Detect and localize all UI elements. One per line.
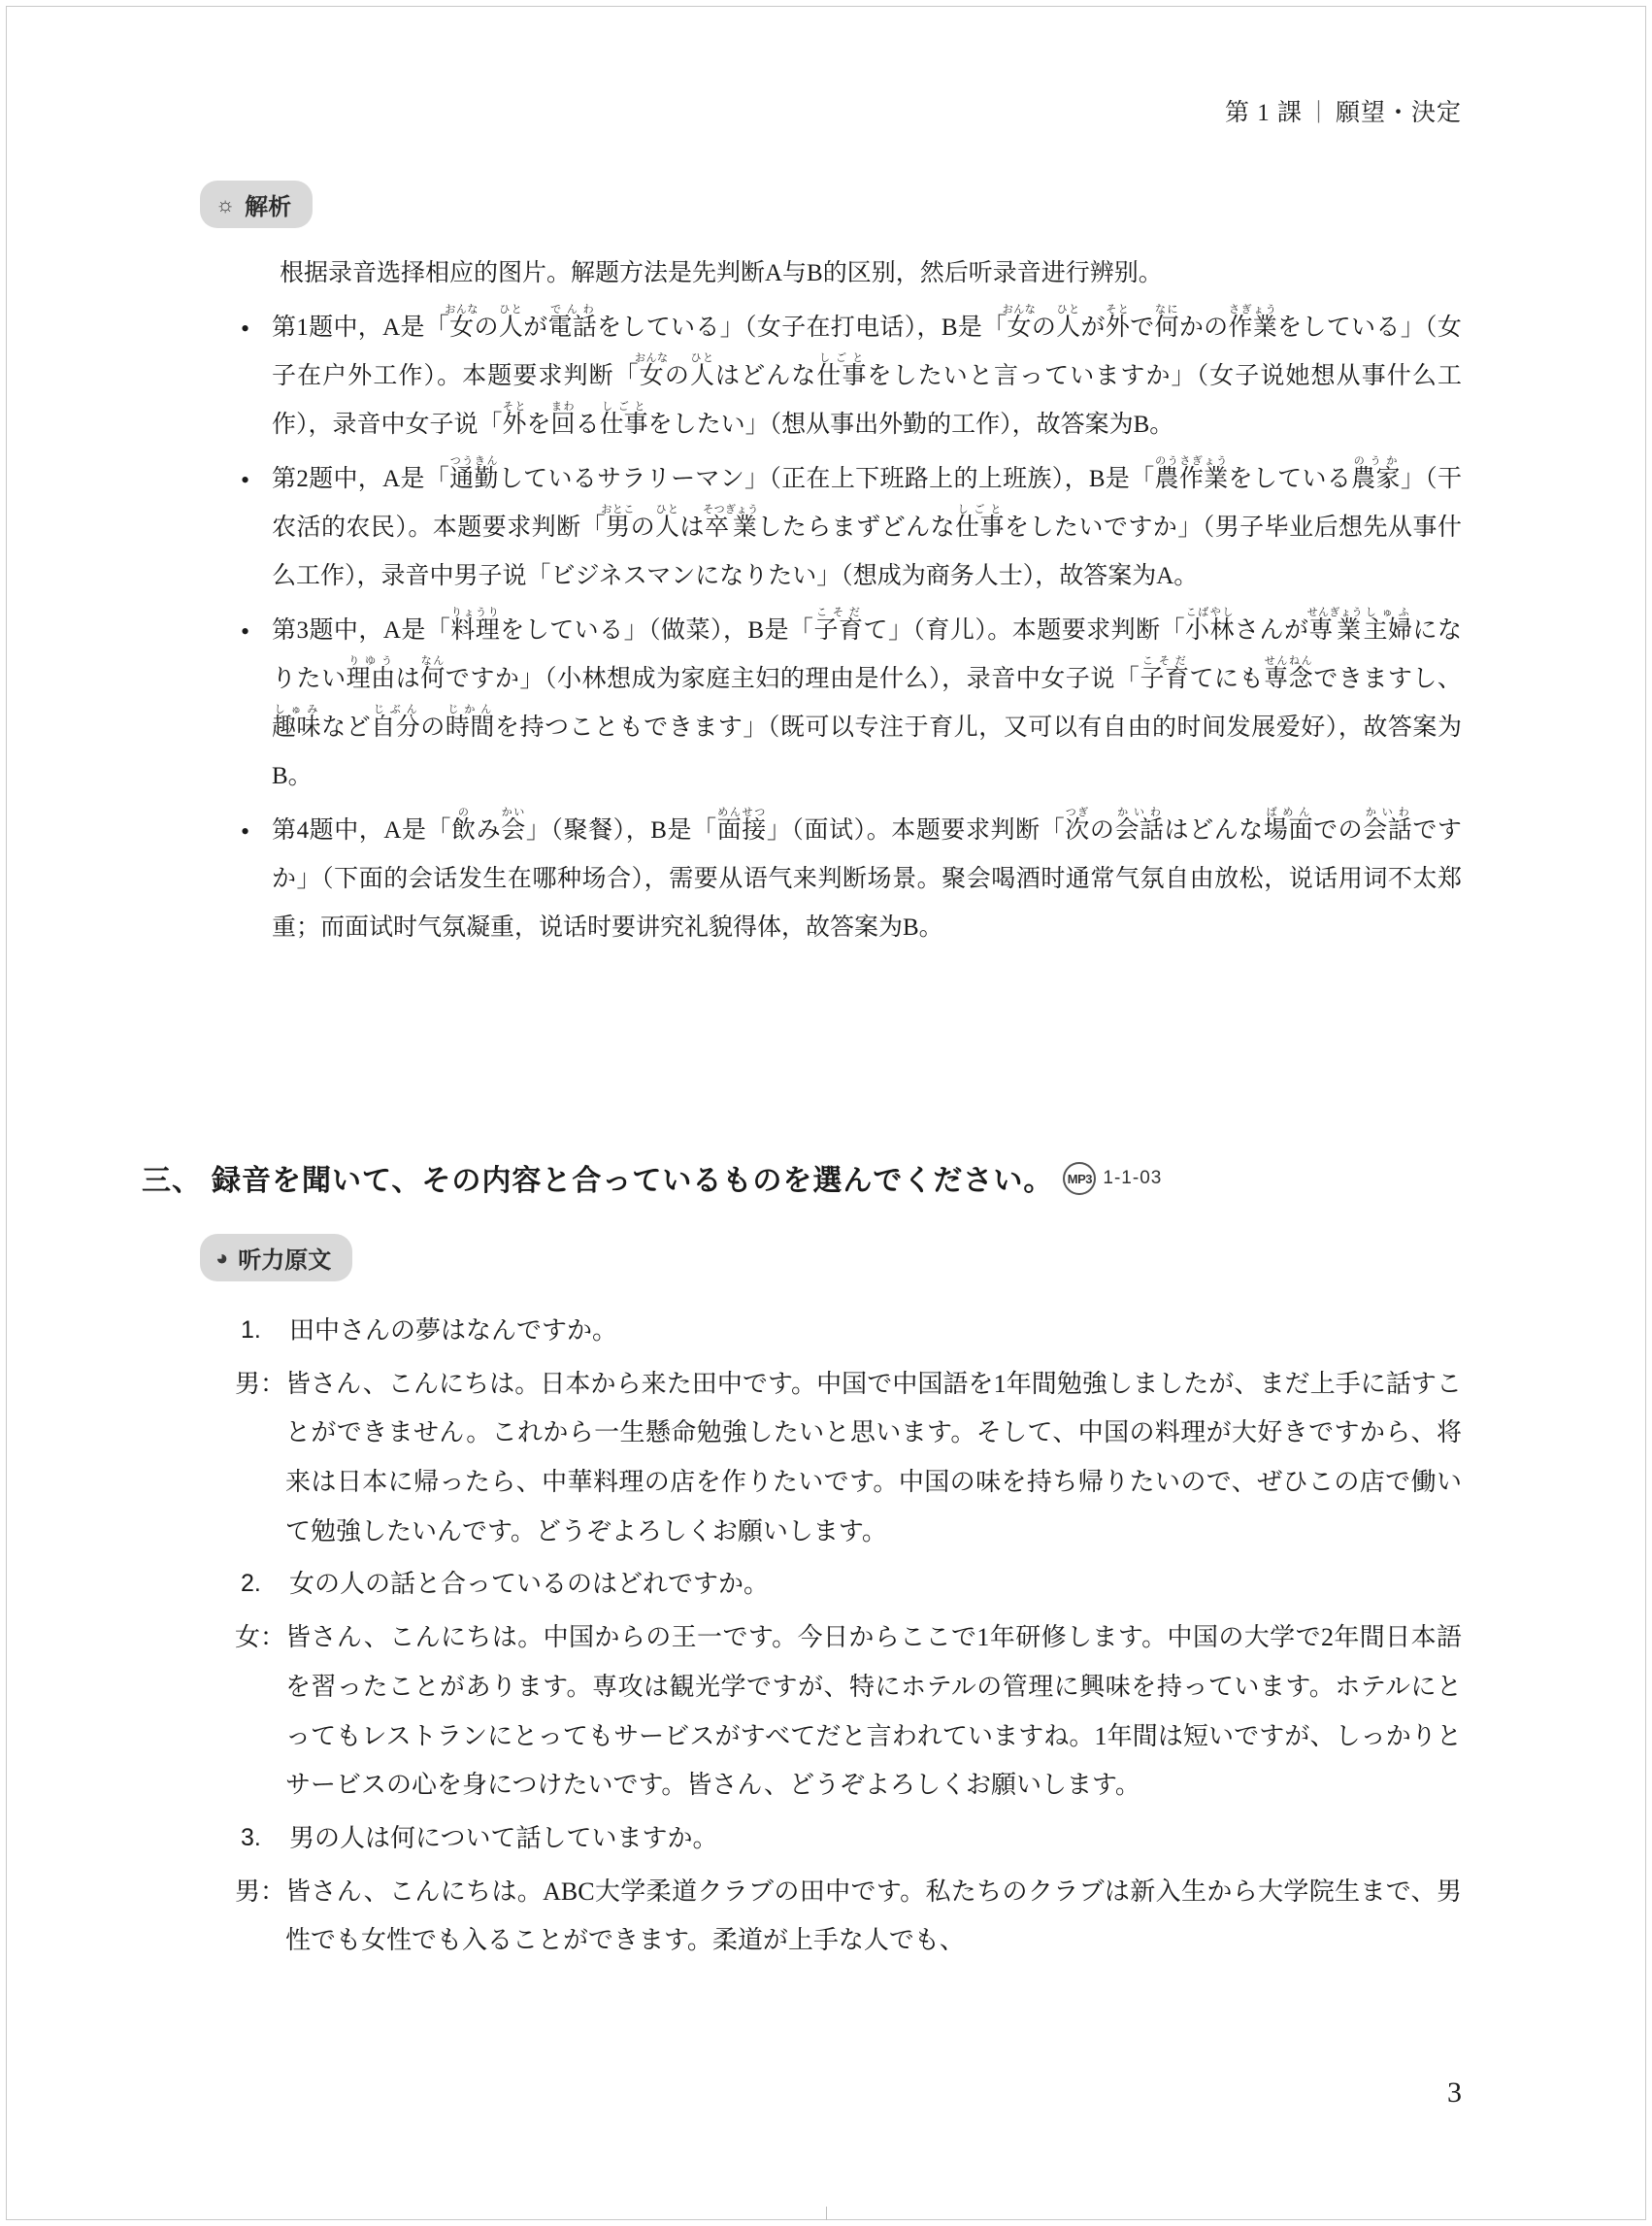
analysis-tag (200, 181, 313, 228)
lightbulb-icon: ☼ (215, 191, 236, 216)
header-separator: | (1315, 97, 1322, 123)
question-prompt: 田中さんの夢はなんですか。 (289, 1316, 618, 1345)
analysis-intro: 根据录音选择相应的图片。解题方法是先判断A与B的区别，然后听录音进行辨别。 (280, 260, 1163, 286)
mp3-icon: MP3 (1063, 1162, 1096, 1195)
spine-mark (826, 2207, 827, 2220)
question-list (200, 1560, 1462, 1610)
listening-script-section (200, 1234, 1462, 1966)
dialog-speech: 皆さん、こんにちは。日本から来た田中です。中国で中国語を1年間勉強しましたが、まだ上手に話すことができません。これから一生懸命勉強したいと思います。そして、中国の料理が大好きですから、将来は日本に帰ったら、中華料理の店を作りたいです。中国の味を持ち帰りたいので、ぜひこの店で働いて勉強したいんです。どうぞよろしくお願いします。 (285, 1369, 1462, 1545)
dialog-speech: 皆さん、こんにちは。中国からの王一です。今日からここで1年研修します。中国の大学で2年間日本語を習ったことがあります。専攻は観光学ですが、特にホテルの管理に興味を持っています。ホテルにとってもレストランにとってもサービスがすべてだと言われていますね。1年間は短いですが、しっかりとサービスの心を身につけたいです。皆さん、どうぞよろしくお願いします。 (285, 1623, 1462, 1800)
list-item (235, 1560, 1462, 1610)
dialog-speech: 皆さん、こんにちは。ABC大学柔道クラブの田中です。私たちのクラブは新入生から大学院生まで、男性でも女性でも入ることができます。柔道が上手な人でも、 (285, 1877, 1462, 1955)
mp3-track: 1-1-03 (1103, 1168, 1163, 1188)
list-item (233, 807, 1462, 952)
list-item (233, 455, 1462, 601)
dialog-line (235, 1868, 1462, 1966)
analysis-tag-label: 解析 (245, 194, 292, 220)
question-list (200, 1814, 1462, 1864)
analysis-item-text: 第2题中，A是「通勤つうきんしているサラリーマン」（正在上下班路上的上班族），B是「農作業のうさぎょうをしている農家のうか」（干农活的农民）。本题要求判断「男おとこの人ひとは卒業そつぎょうしたらまずどんな仕事しごとをしたいですか」（男子毕业后想先从事什么工作），录音中男子说「ビジネスマンになりたい」（想成为商务人士），故答案为A。 (272, 455, 1462, 590)
analysis-item-text: 第3题中，A是「料理りょうりをしている」（做菜），B是「子育こそだて」（育儿）。本题要求判断「小林こばやしさんが専業せんぎょう主婦しゅふになりたい理由りゆうは何なんですか」（小林想成为家庭主妇的理由是什么），录音中女子说「子育こそだてにも専念せんねんできますし、趣味しゅみなど自分じぶんの時間じかんを持つこともできます」（既可以专注于育儿，又可以有自由的时间发展爱好），故答案为B。 (272, 607, 1462, 790)
section-heading (142, 1156, 1471, 1199)
analysis-list (200, 304, 1462, 952)
section-number: 三、 (142, 1165, 202, 1197)
dialog-line (235, 1360, 1462, 1557)
list-item (235, 1814, 1462, 1864)
mp3-badge[interactable] (1063, 1162, 1162, 1195)
header-title: 願望・決定 (1335, 100, 1462, 126)
analysis-section (200, 181, 1462, 958)
headphones-icon: ◕ (215, 1245, 229, 1270)
script-tag (200, 1234, 352, 1281)
dialog-speaker: 女： (235, 1623, 286, 1652)
analysis-item-text: 第1题中，A是「女おんなの人ひとが電話でんわをしている」（女子在打电话），B是「女おんなの人ひとが外そとで何なにかの作業さぎょうをしている」（女子在户外工作）。本题要求判断「女おんなの人ひとはどんな仕事しごとをしたいと言っていますか」（女子说她想从事什么工作），录音中女子说「外そとを回まわる仕事しごとをしたい」（想从事出外勤的工作），故答案为B。 (272, 304, 1462, 439)
list-item (235, 1307, 1462, 1356)
list-item (233, 607, 1462, 801)
script-tag-label: 听力原文 (238, 1247, 332, 1274)
list-item (233, 304, 1462, 449)
dialog-line (235, 1613, 1462, 1811)
page-number: 3 (1447, 2076, 1462, 2109)
question-prompt: 男の人は何について話していますか。 (289, 1823, 718, 1852)
header-lesson: 第 1 課 (1224, 100, 1303, 126)
dialog-speaker: 男： (235, 1877, 286, 1906)
dialog-speaker: 男： (235, 1369, 286, 1398)
running-header (1225, 93, 1462, 128)
question-list (200, 1307, 1462, 1356)
analysis-item-text: 第4题中，A是「飲のみ会かい」（聚餐），B是「面接めんせつ」（面试）。本题要求判断「次つぎの会話かいわはどんな場面ばめんでの会話かいわですか」（下面的会话发生在哪种场合），需要从语气来判断场景。聚会喝酒时通常气氛自由放松，说话用词不太郑重；而面试时气氛凝重，说话时要讲究礼貌得体，故答案为B。 (272, 807, 1462, 942)
section-title: 録音を聞いて、その内容と合っているものを選んでください。 (212, 1165, 1054, 1197)
question-prompt: 女の人の話と合っているのはどれですか。 (289, 1570, 770, 1599)
